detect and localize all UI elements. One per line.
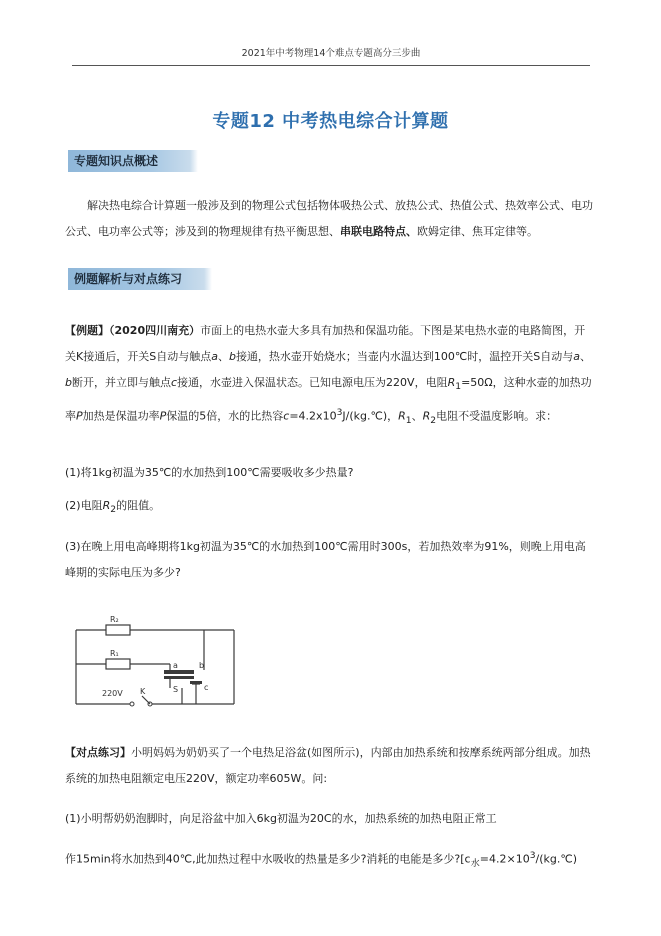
label-220v: 220V (102, 689, 123, 698)
subscript: 2 (110, 504, 117, 516)
practice-intro: 小明妈妈为奶奶买了一个电热足浴盆(如图所示)，内部由加热系统和按摩系统两部分组成。加热系统的加热电阻额定电压220V，额定功率605W。问: (65, 746, 591, 785)
subscript: 2 (430, 415, 437, 427)
circuit-diagram (70, 608, 240, 730)
example-text: 电阻不受温度影响。求： (436, 409, 558, 423)
section-tag-overview: 专题知识点概述 (68, 150, 190, 172)
subscript: 水 (470, 857, 480, 869)
superscript: 3 (336, 407, 343, 419)
switch-contact-c (190, 681, 202, 684)
question-text: /(kg.℃) (535, 852, 578, 866)
var-b: b (228, 350, 236, 363)
question-text: 作15min将水加热到40℃,此加热过程中水吸收的热量是多少?消耗的电能是多少?[c (65, 852, 471, 866)
example-text: =50Ω，这种水壶的加热功率 (65, 376, 592, 423)
example-text: 接通，热水壶开始烧水；当壶内水温达到100℃时，温控开关S自动与 (235, 350, 574, 363)
overview-paragraph (65, 193, 595, 245)
example-question-3: (3)在晚上用电高峰期将1kg初温为35℃的水加热到100℃需用时300s，若加热效率为91%，则晚上用电高峰期的实际电压为多少? (65, 540, 586, 579)
label-s: S (173, 685, 179, 694)
example-text: 加热是保温功率 (82, 409, 160, 423)
example-text: 断开，并立即与触点 (71, 376, 171, 389)
label-c: c (204, 683, 209, 692)
var-p: P (159, 409, 167, 423)
practice-question-1b (65, 843, 595, 877)
example-text: 市面上的电热水壶大多具有加热和保温功能。下图是某电热水壶的电路简图，开关K接通后，开关S自动与触点 (65, 324, 586, 363)
practice-label: 【对点练习】 (65, 746, 131, 759)
example-paragraph (65, 318, 595, 434)
overview-text-a: 解决热电综合计算题一般涉及到的物理公式包括物体吸热公式、放热公式、热值公式、热效率公式、电功公式、电功率公式等；涉及到的物理规律有热平衡思想、 (65, 199, 593, 238)
practice-question-1a: (1)小明帮奶奶泡脚时，向足浴盆中加入6kg初温为20C的水，加热系统的加热电阻正常工 (65, 812, 497, 825)
example-text: 、 (217, 350, 229, 363)
var-a: a (573, 350, 581, 363)
example-source: （2020四川南充） (109, 324, 201, 337)
question-text: 的阻值。 (116, 499, 161, 512)
example-question-2 (65, 493, 595, 523)
label-r2: R₂ (110, 615, 119, 624)
example-question-1: (1)将1kg初温为35℃的水加热到100℃需要吸收多少热量? (65, 466, 354, 479)
page-title: 专题12 中考热电综合计算题 (212, 111, 449, 132)
question-text: (2)电阻 (65, 499, 103, 512)
var-c: c (170, 376, 178, 389)
var-b: b (65, 376, 72, 389)
subscript: 1 (405, 415, 412, 427)
var-a: a (211, 350, 218, 363)
label-k: K (140, 687, 146, 696)
example-text: 接通，水壶进入保温状态。已知电源电压为220V，电阻 (177, 376, 448, 389)
practice-paragraph (65, 740, 595, 792)
label-b: b (199, 661, 205, 670)
example-text: J/(kg.℃)， (342, 409, 399, 423)
superscript: 3 (529, 850, 536, 861)
example-text: 、 (411, 409, 423, 423)
question-text: =4.2×10 (479, 852, 530, 866)
example-text: 保温的5倍，水的比热容 (166, 409, 284, 423)
subscript: 1 (455, 381, 462, 393)
page-header: 2021年中考物理14个难点专题高分三步曲 (72, 45, 590, 66)
example-text: 、 (580, 350, 592, 363)
example-label: 【例题】 (65, 324, 109, 337)
label-a: a (173, 661, 178, 670)
overview-text-bold: 串联电路特点、 (340, 225, 417, 238)
var-r: R (447, 376, 456, 389)
var-r: R (398, 409, 406, 423)
switch-contact-a (164, 670, 194, 674)
overview-text-b: 欧姆定律、焦耳定律等。 (417, 225, 538, 238)
example-text: =4.2x10 (289, 409, 337, 423)
section-tag-examples: 例题解析与对点练习 (68, 268, 204, 290)
label-r1: R₁ (110, 649, 119, 658)
var-c: c (283, 409, 290, 423)
var-p: P (76, 409, 83, 423)
var-r: R (422, 409, 431, 423)
switch-plate (164, 676, 194, 679)
var-r: R (102, 499, 111, 512)
